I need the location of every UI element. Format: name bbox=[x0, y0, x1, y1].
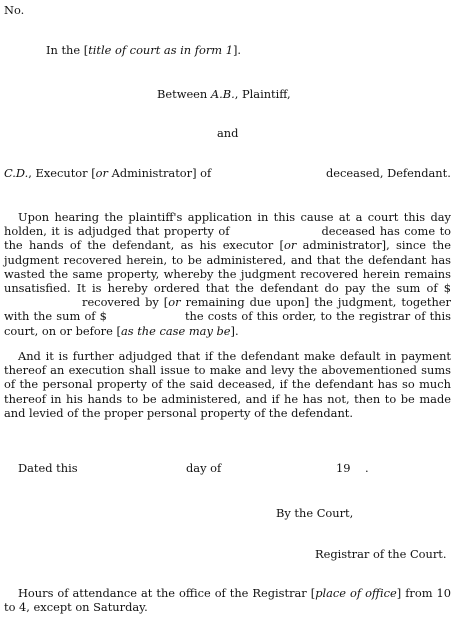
para1-or-1: or bbox=[283, 238, 297, 253]
court-title-suffix: ]. bbox=[232, 43, 242, 57]
between-line bbox=[157, 88, 291, 101]
para1-part-b: deceased has come to the hands of the defendant, as his executor [ bbox=[4, 224, 452, 253]
dated-label: Dated this bbox=[18, 461, 78, 475]
defendant-name: C.D. bbox=[4, 166, 29, 180]
defendant-line-left bbox=[4, 167, 211, 180]
court-title-prefix: In the [ bbox=[46, 43, 89, 57]
para2-text: And it is further adjudged that if the defendant make default in payment thereof an execution shall issue to make and levy the abovementioned sums of the personal property of the said deceased, if the defendant has so much thereof in his hands to be administered, and if he has not, then to be made and levied of the proper personal property of the defendant. bbox=[4, 349, 451, 420]
court-title-placeholder: title of court as in form 1 bbox=[88, 43, 233, 57]
para1-italic-end: as the case may be bbox=[120, 323, 231, 338]
and-word: and bbox=[217, 126, 239, 140]
para1-or-2: or bbox=[168, 295, 181, 310]
court-title-line bbox=[46, 44, 241, 57]
by-the-court: By the Court, bbox=[276, 506, 354, 520]
para1-part-a: Upon hearing the plaintiff's application in this cause at a court this day holden, it is adjudged that property of bbox=[4, 210, 451, 239]
order-paragraph-1 bbox=[4, 210, 451, 338]
para1-part-e: remaining due upon] the judgment, together with the sum of $ bbox=[4, 295, 451, 324]
defendant-or-word: or bbox=[95, 166, 108, 180]
defendant-line-right: deceased, Defendant. bbox=[326, 166, 451, 180]
hours-part-a: Hours of attendance at the office of the Registrar [ bbox=[18, 586, 316, 600]
form-number-label: No. bbox=[4, 3, 25, 17]
plaintiff-name: A.B. bbox=[210, 87, 235, 101]
para1-part-g: ]. bbox=[230, 323, 239, 338]
hours-part-b: ] from 10 to 4, except on Saturday. bbox=[4, 586, 452, 615]
para1-part-f: the costs of this order, to the registrar of this court, on or before [ bbox=[4, 309, 451, 338]
defendant-part1: , Executor [ bbox=[28, 166, 96, 180]
order-paragraph-2 bbox=[4, 349, 451, 420]
para1-part-c: administrator], since the judgment recovered herein, to be administered, and that the defendant has wasted the same property, whereby the judgment recovered herein remains unsatisfied. It is hereby ordered that the defendant do pay the sum of $ bbox=[4, 238, 451, 296]
between-prefix: Between bbox=[157, 87, 211, 101]
dated-year: 19 bbox=[336, 461, 351, 475]
hours-of-attendance bbox=[4, 586, 451, 614]
between-suffix: , Plaintiff, bbox=[234, 87, 291, 101]
defendant-part2: Administrator] of bbox=[107, 166, 212, 180]
registrar-signature-line: Registrar of the Court. bbox=[315, 547, 447, 561]
para1-part-d: recovered by [ bbox=[82, 295, 169, 310]
hours-place-of-office: place of office bbox=[315, 586, 397, 600]
dated-day-of: day of bbox=[186, 461, 222, 475]
dated-dot: . bbox=[365, 461, 369, 475]
